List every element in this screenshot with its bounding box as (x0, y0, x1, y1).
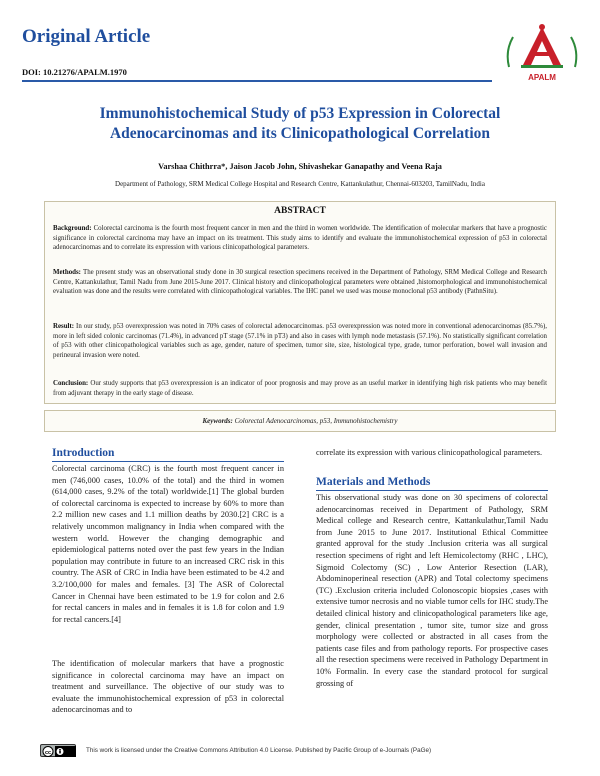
conclusion-text: Our study supports that p53 overexpression is an indicator of poor prognosis and may prove as an useful marker in identifying high risk patients who may benefit from adjuvant therapy in the early stage of disease. (53, 380, 547, 397)
materials-rule (316, 490, 548, 491)
header-rule (22, 80, 492, 82)
doi: DOI: 10.21276/APALM.1970 (22, 67, 127, 77)
logo-text: APALM (528, 73, 556, 82)
introduction-heading: Introduction (52, 447, 115, 459)
keywords (44, 417, 556, 425)
keywords-label: Keywords: (202, 417, 233, 425)
materials-p1: This observational study was done on 30 specimens of colorectal adenocarcinomas received in Department of Pathology, SRM Medical college and Research centre, Kattankulathur,Tamil Nadu from June 2015 to June 2017. Institutional Ethical Committee granted approval for the study .Inclusion criteria was all surgical resection specimens of right and left Hemicolectomy (RHC , LHC), Sigmoid Colectomy (SC) , Low Anterior Resection (LAR), Abdominoperineal resection (APR) and Total colectomy specimens (TC) .Exclusion criteria included Colonoscopic biopsies ,cases with extensive tumor necrosis and no viable tumor cells for IHC study.The detailed clinical history and clinicopathological parameters like age, gender, clinical presentation , tumor site, tumor size and gross morphology were collected or abstracted in all cases from the patients case files and from pathology reports. For prospective cases all the resection specimens were received in Pathology Department in 10% Formalin. In every case the standard protocol for surgical grossing of (316, 493, 548, 688)
license-text: This work is licensed under the Creative Commons Attribution 4.0 License. Published by Pacific Group of e-Journals (PaGe) (86, 747, 432, 754)
svg-text:cc: cc (44, 750, 52, 756)
creative-commons-by-icon[interactable] (40, 744, 76, 757)
background-text: Colorectal carcinoma is the fourth most frequent cancer in men and the third in women worldwide. The identification of molecular markers that have a prognostic significance in colorectal carcinoma may have an impact on its treatment. This study aims to identify and evaluate the immunohistochemical expression of p53 in colorectal adenocarcinomas and to correlate its expression with various clinicopathological parameters. (53, 225, 547, 252)
abstract-background (53, 224, 547, 253)
conclusion-label: Conclusion: (53, 380, 89, 387)
methods-label: Methods: (53, 269, 81, 276)
authors: Varshaa Chithrra*, Jaison Jacob John, Shivashekar Ganapathy and Veena Raja (158, 162, 442, 171)
introduction-p1: Colorectal carcinoma (CRC) is the fourth most frequent cancer in men (746,000 cases, 10.0% of the total) and the third in women (614,000 cases, 9.2% of the total) worldwide.[1] The global burden of colorectal carcinoma is expected to increase by 60% to more than 2.2 million new cases and 1.1 million deaths by 2030.[2] CRC is a relatively uncommon malignancy in India when compared with the western world. However the changing demographic and epidemiological patterns noted over the past few years in the Indian population may contribute in future to an increased CRC risk in this country. The ASR of CRC in India have been estimated to be 4.2 and 3.2/100,000 for males and females. [3] The ASR of Colorectal Cancer in Chennai have been estimated to be 1.9 for colon and 2.6 for rectal cancers in males and in females it is 1.8 for colon and 1.9 for rectal cancers.[4] (52, 464, 284, 624)
abstract-conclusion (53, 379, 547, 398)
affiliation: Department of Pathology, SRM Medical College Hospital and Research Centre, Kattankulathur, Chennai-603203, TamilNadu, India (115, 180, 485, 188)
abstract-methods (53, 268, 547, 297)
introduction-p2: The identification of molecular markers that have a prognostic significance in colorectal carcinoma may have an impact on treatment and surveillance. The objective of our study was to evaluate the immunohistochemical expression of p53 in colorectal adenocarcinomas and to (52, 659, 284, 715)
title-line-2: Adenocarcinomas and its Clinicopathological Correlation (109, 125, 491, 142)
abstract-heading: ABSTRACT (274, 206, 326, 216)
methods-text: The present study was an observational study done in 30 surgical resection specimens received in the Department of Pathology, SRM Medical College and Research Centre, Kattankulathur, Tamil Nadu from June 2015-June 2017. Clinical history and clinicopathological parameters were obtained ,histomorphological and immunohistochemical evaluation was done and the results were correlated with clinicopathological variables. The IHC panel we used was mouse monoclonal p53 antibody (PathnSitu). (53, 269, 547, 296)
title-line-1: Immunohistochemical Study of p53 Expression in Colorectal (99, 105, 501, 122)
abstract-result (53, 322, 547, 360)
result-label: Result: (53, 323, 75, 330)
result-text: In our study, p53 overexpression was noted in 70% cases of colorectal adenocarcinomas. p53 overexpression was noted more in conventional adenocarcinomas (85.7%), more in left sided colonic carcinomas (71.4%), in advanced pT stage (57.1% in pT3) and also in cases with lymph node metastasis (57.1%). No statistically significant correlation of p53 with other clinicopathological variables such as age, gender, nature of specimen, tumor site, size, histological type, grade, tumor perforation, bowel wall invasion and perineural invasion were noted. (53, 323, 547, 359)
apalm-logo (501, 21, 583, 87)
background-label: Background: (53, 225, 92, 232)
article-title (40, 104, 560, 144)
keywords-text: Colorectal Adenocarcinomas, p53, Immunohistochemistry (232, 417, 398, 425)
apalm-logo-icon (501, 21, 583, 73)
article-type: Original Article (22, 26, 151, 47)
introduction-p2-continued: correlate its expression with various clinicopathological parameters. (316, 448, 543, 457)
introduction-rule (52, 461, 284, 462)
materials-heading: Materials and Methods (316, 476, 431, 488)
footer (40, 741, 580, 761)
